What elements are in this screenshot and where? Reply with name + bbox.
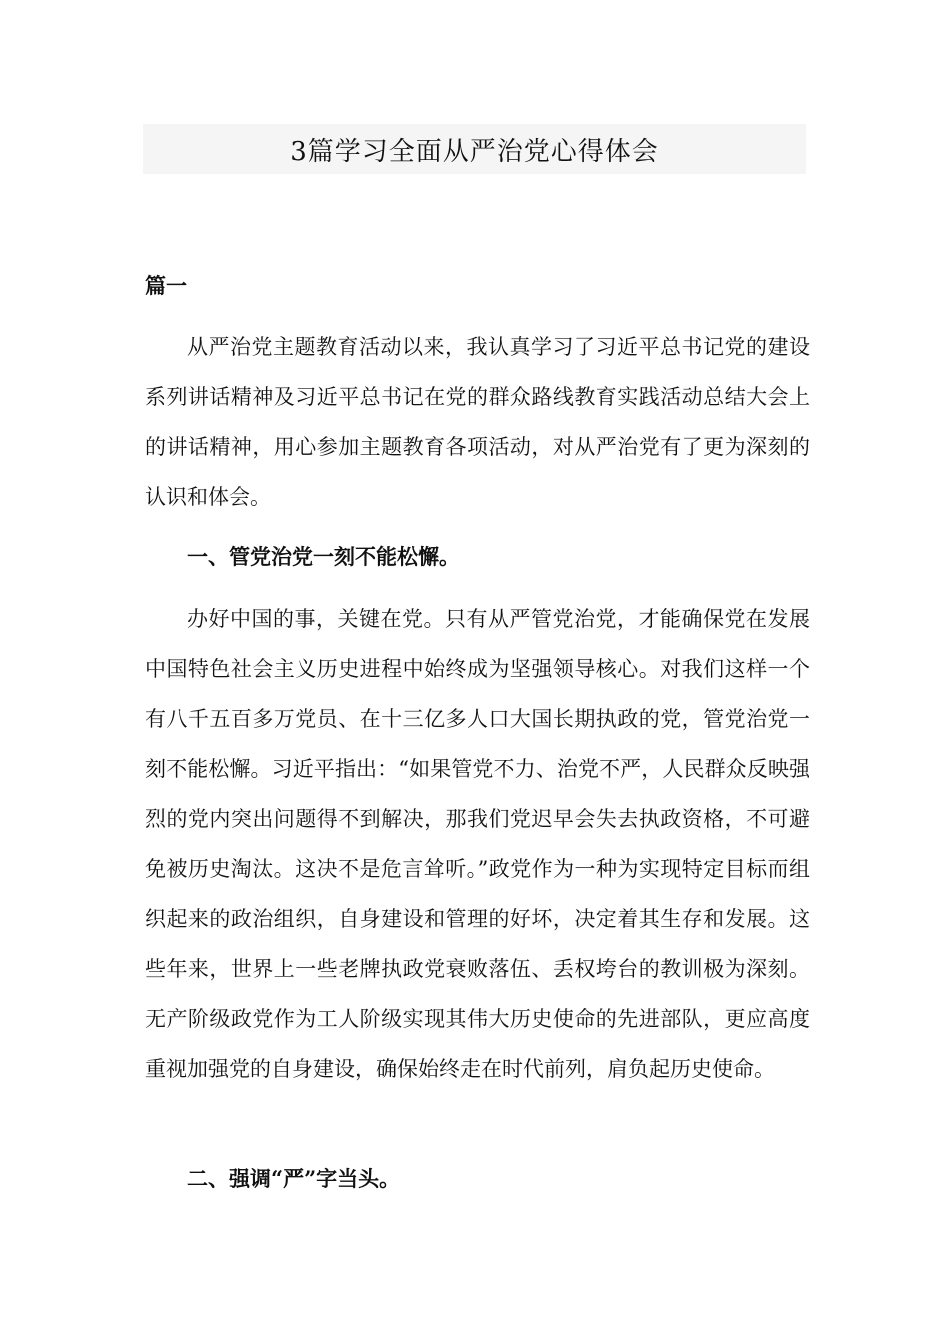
document-title: 3篇学习全面从严治党心得体会	[290, 136, 659, 167]
section-label: 篇一	[145, 273, 187, 298]
paragraph-intro: 从严治党主题教育活动以来，我认真学习了习近平总书记党的建设系列讲话精神及习近平总书记在党的群众路线教育实践活动总结大会上的讲话精神，用心参加主题教育各项活动，对从严治党有了更为深刻的认识和体会。	[145, 335, 810, 509]
paragraph-body: 办好中国的事，关键在党。只有从严管党治党，才能确保党在发展中国特色社会主义历史进程中始终成为坚强领导核心。对我们这样一个有八千五百多万党员、在十三亿多人口大国长期执政的党，管党治党一刻不能松懈。习近平指出：“如果管党不力、治党不严，人民群众反映强烈的党内突出问题得不到解决，那我们党迟早会失去执政资格，不可避免被历史淘汰。这决不是危言耸听。”政党作为一种为实现特定目标而组织起来的政治组织，自身建设和管理的好坏，决定着其生存和发展。这些年来，世界上一些老牌执政党衰败落伍、丢权垮台的教训极为深刻。无产阶级政党作为工人阶级实现其伟大历史使命的先进部队，更应高度重视加强党的自身建设，确保始终走在时代前列，肩负起历史使命。	[145, 607, 810, 1081]
heading-two: 二、强调“严”字当头。	[187, 1166, 401, 1191]
title-banner	[143, 124, 806, 174]
heading-one: 一、管党治党一刻不能松懈。	[187, 544, 460, 569]
